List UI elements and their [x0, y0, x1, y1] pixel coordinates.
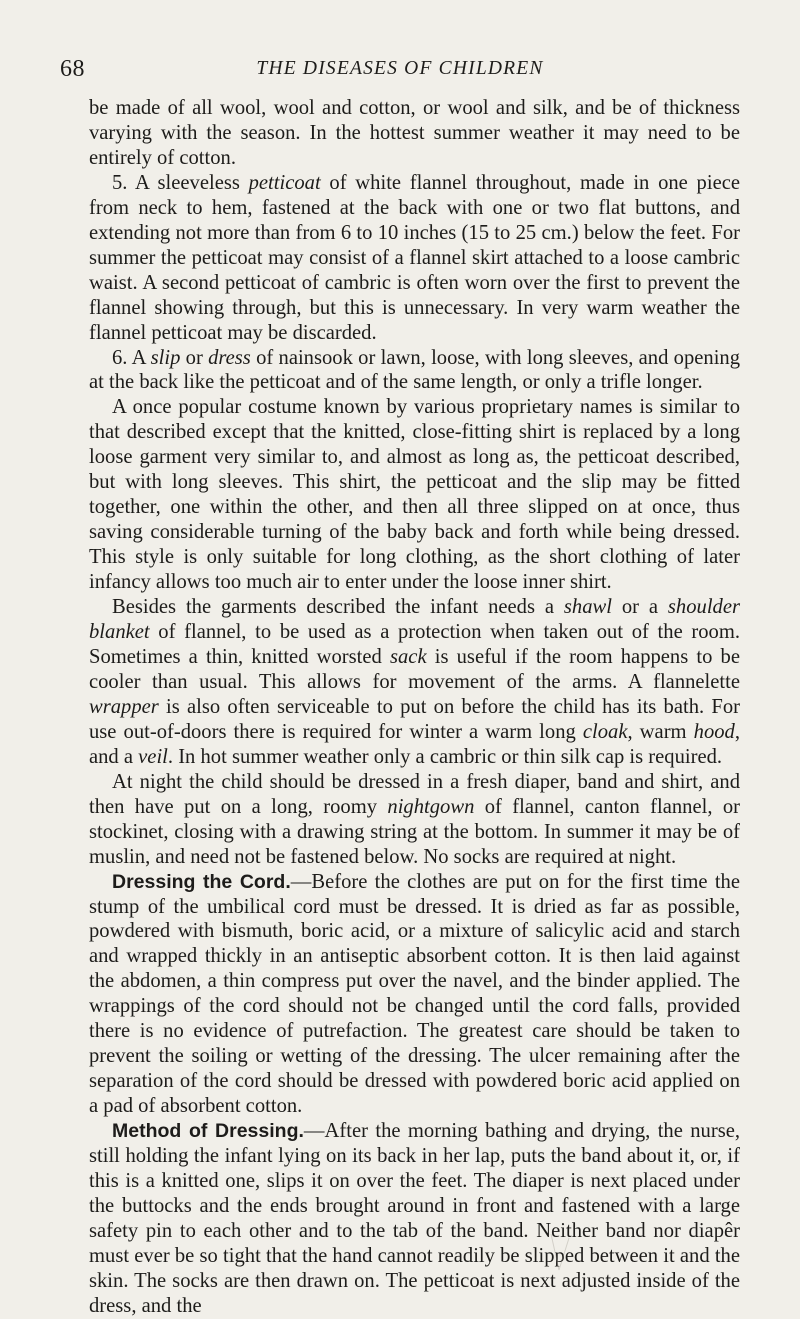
- page-header: [60, 56, 740, 90]
- paragraph: [89, 346, 740, 396]
- italic-term: shawl: [563, 596, 612, 619]
- italic-term: petticoat: [248, 171, 321, 194]
- paragraph: be made of all wool, wool and cotton, or wool and silk, and be of thickness varying with the season. In the hottest summer weather it may need to be entirely of cotton.: [89, 97, 740, 169]
- paragraph: [89, 595, 740, 770]
- italic-term: nightgown: [387, 795, 475, 818]
- italic-term: veil: [138, 745, 168, 768]
- paragraph: A once popular costume known by various proprietary names is similar to that described except that the knitted, close-fitting shirt is replaced by a long loose garment very similar to, and almost as long as, the petticoat described, but with long sleeves. This shirt, the petticoat and the slip may be fitted together, one within the other, and then all three slipped on at once, thus saving considerable turning of the baby back and forth while being dressed. This style is only suitable for long clothing, as the short clothing of later infancy allows too much air to enter under the loose inner shirt.: [89, 396, 740, 594]
- text-run: . In hot summer weather only a cambric or thin silk cap is required.: [167, 745, 723, 768]
- text-run: or a: [611, 596, 668, 619]
- paragraph: [89, 171, 740, 346]
- running-title: THE DISEASES OF CHILDREN: [256, 58, 544, 79]
- text-run: 5. A sleeveless: [112, 171, 249, 194]
- text-run: , warm: [627, 720, 694, 743]
- section-heading: Method of Dressing.: [112, 1120, 304, 1143]
- text-run: 6. A: [112, 346, 151, 369]
- italic-term: dress: [208, 346, 251, 369]
- scan-artifact-mark: [545, 1232, 577, 1272]
- text-run: Besides the garments described the infant needs a: [112, 596, 564, 619]
- section-paragraph: [89, 870, 740, 1120]
- text-run: is also often serviceable to put on before the child has its bath. For use out-of-doors there is required for winter a warm long: [89, 695, 740, 743]
- text-run: is useful if the room happens to be cooler than usual. This allows for movement of the arms. A flannelette: [89, 645, 740, 693]
- italic-term: cloak: [582, 720, 628, 743]
- italic-term: sack: [390, 645, 427, 668]
- text-run: of flannel, canton flannel, or stockinet, closing with a drawing string at the bottom. In summer it may be of muslin, and need not be fastened below. No socks are required at night.: [89, 795, 741, 868]
- text-run: of nainsook or lawn, loose, with long sleeves, and opening at the back like the petticoat and of the same length, or only a trifle longer.: [89, 346, 741, 394]
- section-heading: Dressing the Cord.: [112, 870, 291, 893]
- italic-term: slip: [150, 346, 181, 369]
- text-run: or: [180, 346, 209, 369]
- paragraph: [89, 770, 740, 870]
- text-run: —After the morning bathing and drying, the nurse, still holding the infant lying on its back in her lap, puts the band about it, or, if this is a knitted one, slips it on over the feet. The diaper is next placed under the buttocks and the ends brought around in front and fastened with a large safety pin to each other and to the tab of the band. Neither band nor diapêr must ever be so tight that the hand cannot readily be slipped between it and the skin. The socks are then drawn on. The petticoat is next adjusted inside of the dress, and the: [89, 1120, 740, 1317]
- text-run: of flannel, to be used as a protection when taken out of the room. Sometimes a thin, knitted worsted: [89, 621, 740, 668]
- italic-term: shoulder blanket: [89, 596, 740, 644]
- italic-term: hood: [693, 720, 735, 743]
- body-text: [89, 96, 740, 1319]
- text-run: , and a: [89, 720, 740, 768]
- text-run: At night the child should be dressed in a fresh diaper, band and shirt, and then have put on a long, roomy: [89, 770, 740, 818]
- text-run: —Before the clothes are put on for the first time the stump of the umbilical cord must be dressed. It is dried as far as possible, powdered with bismuth, boric acid, or a mixture of salicylic acid and starch and wrapped thickly in an antiseptic absorbent cotton. It is then laid against the abdomen, a thin compress put over the navel, and the binder applied. The wrappings of the cord should not be changed until the cord falls, provided there is no evidence of putrefaction. The greatest care should be taken to prevent the soiling or wetting of the dressing. The ulcer remaining after the separation of the cord should be dressed with powdered boric acid applied on a pad of absorbent cotton.: [89, 870, 740, 1118]
- page-number: 68: [60, 56, 85, 82]
- text-run: of white flannel throughout, made in one piece from neck to hem, fastened at the back with one or two flat buttons, and extending not more than from 6 to 10 inches (15 to 25 cm.) below the feet. For summer the petticoat may consist of a flannel skirt attached to a loose cambric waist. A second petticoat of cambric is often worn over the first to prevent the flannel showing through, but this is unnecessary. In very warm weather the flannel petticoat may be discarded.: [89, 171, 740, 344]
- italic-term: wrapper: [89, 695, 159, 718]
- section-paragraph: [89, 1119, 740, 1319]
